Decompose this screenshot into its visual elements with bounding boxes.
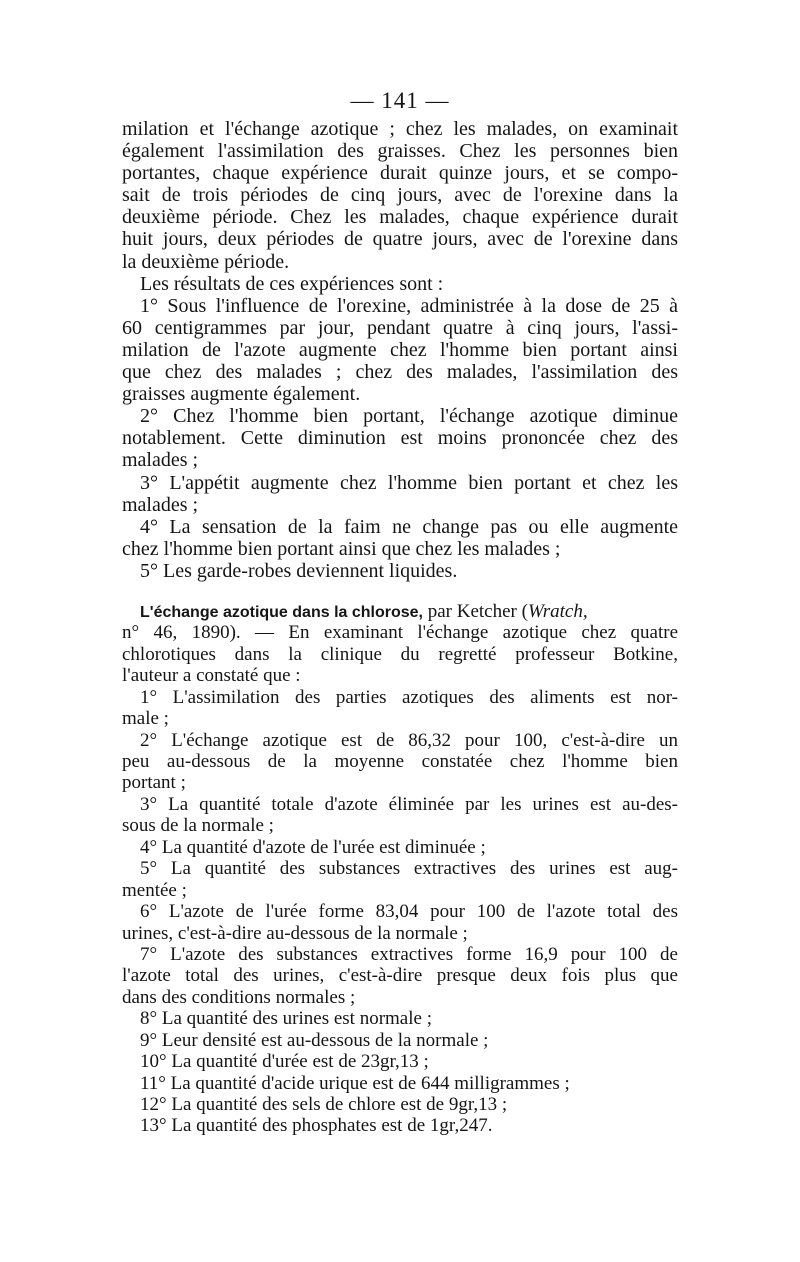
- text-line: également l'assimilation des graisses. Chez les personnes bien: [122, 140, 678, 163]
- text-line: 2° L'échange azotique est de 86,32 pour 100, c'est-à-dire un: [140, 729, 678, 751]
- heading-title: L'échange azotique dans la chlorose,: [140, 603, 423, 621]
- text-line: 4° La quantité d'azote de l'urée est diminuée ;: [140, 836, 486, 858]
- text-line: graisses augmente également.: [122, 383, 361, 406]
- text-line: milation de l'azote augmente chez l'homme bien portant ainsi: [122, 338, 678, 361]
- heading-author: par Ketcher (: [422, 600, 528, 622]
- text-line: 11° La quantité d'acide urique est de 644 milligrammes ;: [140, 1072, 570, 1094]
- page-number: — 141 —: [350, 88, 450, 113]
- text-line: 12° La quantité des sels de chlore est de 9gr,13 ;: [140, 1094, 508, 1116]
- text-line: n° 46, 1890). — En examinant l'échange azotique chez quatre: [122, 622, 678, 644]
- text-line: sous de la normale ;: [122, 815, 274, 837]
- section-heading: [122, 601, 678, 622]
- text-line: 6° L'azote de l'urée forme 83,04 pour 100 de l'azote total des: [140, 901, 678, 923]
- text-line: l'azote total des urines, c'est-à-dire presque deux fois plus que: [122, 965, 678, 987]
- text-line: 7° L'azote des substances extractives forme 16,9 pour 100 de: [140, 943, 678, 965]
- text-line: Les résultats de ces expériences sont :: [140, 272, 444, 295]
- text-line: 5° La quantité des substances extractives des urines est aug-: [140, 858, 678, 880]
- text-line: huit jours, deux périodes de quatre jours, avec de l'orexine dans: [122, 228, 678, 251]
- text-line: 2° Chez l'homme bien portant, l'échange azotique diminue: [140, 405, 678, 428]
- text-line: mentée ;: [122, 879, 187, 901]
- text-line: 1° L'assimilation des parties azotiques des aliments est nor-: [140, 686, 678, 708]
- section-chlorose: [122, 601, 678, 1137]
- text-line: 3° La quantité totale d'azote éliminée par les urines est au-des-: [140, 793, 678, 815]
- text-line: male ;: [122, 708, 169, 730]
- text-line: 4° La sensation de la faim ne change pas ou elle augmente: [140, 515, 678, 538]
- heading-journal: Wratch,: [527, 600, 588, 622]
- text-line: 8° La quantité des urines est normale ;: [140, 1008, 432, 1030]
- text-line: 13° La quantité des phosphates est de 1gr,247.: [140, 1115, 493, 1137]
- text-line: malades ;: [122, 493, 199, 516]
- text-line: que chez des malades ; chez des malades, l'assimilation des: [122, 361, 678, 384]
- text-line: malades ;: [122, 449, 199, 472]
- text-line: urines, c'est-à-dire au-dessous de la normale ;: [122, 922, 468, 944]
- text-line: 5° Les garde-robes deviennent liquides.: [140, 559, 458, 582]
- text-line: notablement. Cette diminution est moins prononcée chez des: [122, 427, 678, 450]
- text-line: chez l'homme bien portant ainsi que chez les malades ;: [122, 537, 561, 560]
- text-line: chlorotiques dans la clinique du regretté professeur Botkine,: [122, 643, 678, 665]
- text-line: 3° L'appétit augmente chez l'homme bien portant et chez les: [140, 471, 678, 494]
- text-line: la deuxième période.: [122, 250, 290, 273]
- section-orexine: [122, 118, 678, 582]
- text-line: 60 centigrammes par jour, pendant quatre à cinq jours, l'assi-: [122, 316, 678, 339]
- text-line: l'auteur a constaté que :: [122, 665, 301, 687]
- body-text: [122, 118, 678, 1137]
- text-line: peu au-dessous de la moyenne constatée chez l'homme bien: [122, 751, 678, 773]
- text-line: 9° Leur densité est au-dessous de la normale ;: [140, 1029, 489, 1051]
- text-line: 10° La quantité d'urée est de 23gr,13 ;: [140, 1051, 429, 1073]
- text-line: milation et l'échange azotique ; chez les malades, on examinait: [122, 118, 678, 140]
- text-line: portantes, chaque expérience durait quinze jours, et se compo-: [122, 162, 678, 185]
- text-line: portant ;: [122, 772, 186, 794]
- text-line: 1° Sous l'influence de l'orexine, administrée à la dose de 25 à: [140, 294, 678, 317]
- text-line: dans des conditions normales ;: [122, 986, 356, 1008]
- text-line: sait de trois périodes de cinq jours, avec de l'orexine dans la: [122, 184, 678, 207]
- text-line: deuxième période. Chez les malades, chaque expérience durait: [122, 206, 678, 229]
